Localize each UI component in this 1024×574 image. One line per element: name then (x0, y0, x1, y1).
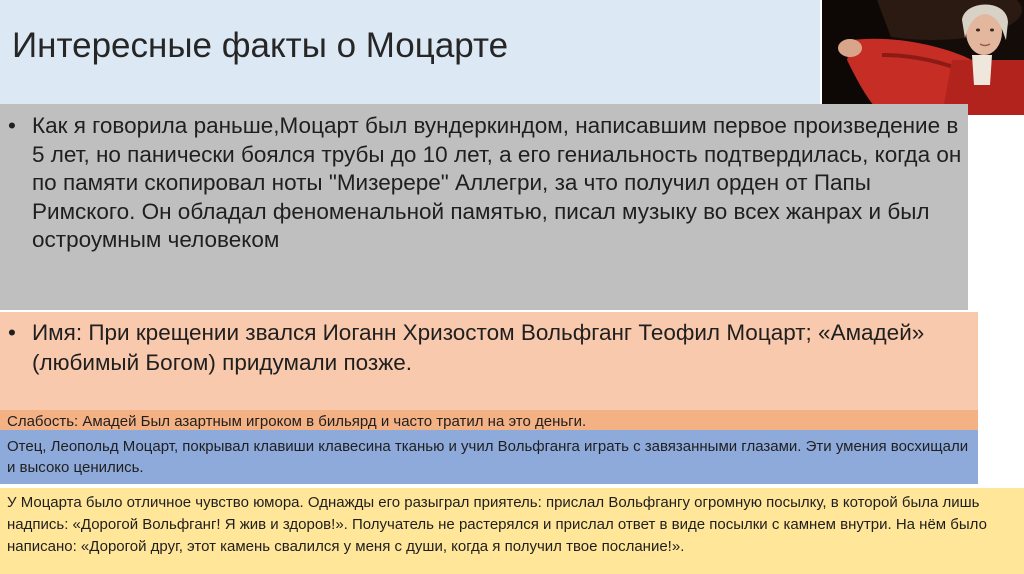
name-paragraph (8, 318, 973, 378)
mozart-portrait-image (822, 0, 1024, 115)
bullet-icon: • (8, 320, 16, 345)
bullet-icon: • (8, 113, 16, 138)
fact-paragraph (8, 112, 968, 255)
name-paragraph-text: Имя: При крещении звался Иоганн Хризостом Вольфганг Теофил Моцарт; «Амадей» (любимый Богом) придумали позже. (32, 320, 925, 375)
portrait-drawing (822, 0, 1024, 115)
humor-text: У Моцарта было отличное чувство юмора. Однажды его разыграл приятель: прислал Вольфгангу огромную посылку, в которой была лишь надпись: «Дорогой Вольфганг! Я жив и здоров!». Получатель не растерялся и прислал ответ в виде посылки с камнем внутри. На нём было написано: «Дорогой друг, этот камень свалился у меня с души, когда я получил твое послание!». (7, 494, 987, 555)
fact-paragraph-text: Как я говорила раньше,Моцарт был вундеркиндом, написавшим первое произведение в 5 лет, но панически боялся трубы до 10 лет, а его гениальность подтвердилась, когда он по памяти скопировал ноты "Мизерере" Аллегри, за что получил орден от Папы Римского. Он обладал феноменальной памятью, писал музыку во всех жанрах и был остроумным человеком (32, 113, 962, 253)
father-text: Отец, Леопольд Моцарт, покрывал клавиши клавесина тканью и учил Вольфганга играть с завязанными глазами. Эти умения восхищали и высоко ценились. (7, 438, 969, 476)
slide-title: Интересные факты о Моцарте (12, 26, 509, 65)
weakness-text: Слабость: Амадей Был азартным игроком в бильярд и часто тратил на это деньги. (7, 413, 587, 430)
